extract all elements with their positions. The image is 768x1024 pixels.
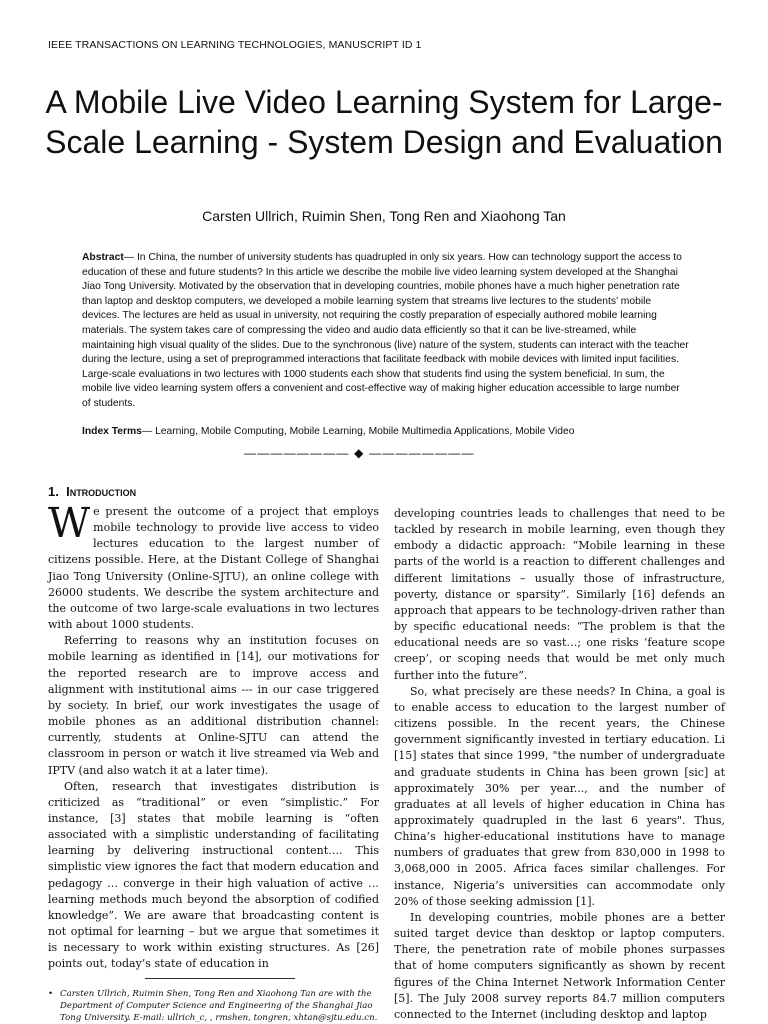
footnote-text: Carsten Ullrich, Ruimin Shen, Tong Ren and Xiaohong Tan are with the Department of Computer Science and Engineering of the Shanghai Jiao Tong University. E-mail: ullrich_c, , rmshen, tongren, xhtan@sjtu.edu.cn. (60, 989, 378, 1023)
author-list: Carsten Ullrich, Ruimin Shen, Tong Ren and Xiaohong Tan (202, 208, 566, 224)
section-title: Introduction (66, 484, 137, 499)
abstract-label: Abstract (82, 252, 124, 263)
drop-cap: W (48, 499, 91, 547)
abstract (82, 251, 690, 412)
section-heading (48, 484, 136, 499)
footnote-bullet: • (48, 989, 54, 999)
paragraph: Often, research that investigates distribution is criticized as “traditional” or even “simplistic.” For instance, [3] states that mobile learning is “often associated with a simplistic understanding of facilitating learning by delivering instructional content…. This simplistic view ignores the fact that modern education and pedagogy … converge in their high valuation of active … learning methods much beyond the absorption of codified knowledge”. We are aware that broadcasting content is not optimal for learning – but we argue that sometimes it is necessary to work within existing structures. As [26] points out, today’s state of education in (48, 779, 379, 971)
abstract-text: — In China, the number of university students has quadrupled in only six years. How can technology support the access to education of these and future students? In this article we describe the mobile live video learning system developed at the Shanghai Jiao Tong University. Motivated by the observation that in developing countries, mobile phones have a much higher penetration rate than laptop and desktop computers, we developed a mobile learning system that streams live lectures to the students’ mobile devices. The lectures are held as usual in university, not requiring the costly preparation of especially authored mobile learning materials. The system takes care of compressing the video and audio data efficiently so that it can be live-streamed, while maintaining high visual quality of the slides. Due to the synchronous (live) nature of the system, students can interact with the teacher during the lecture, using a set of preprogrammed interactions that facilitate feedback with mobile devices with limited input facilities. Large-scale evaluations in two lectures with 1000 students each show that students find using the system beneficial. In sum, the mobile live video learning system offers a convenient and cost-effective way of making higher education accessible to large number of students. (82, 252, 689, 409)
paragraph: So, what precisely are these needs? In China, a goal is to enable access to education to the largest number of citizens possible. In the recent years, the Chinese government significantly invested in tertiary education. Li [15] states that since 1999, "the number of undergraduate and graduate students in China has been grown [sic] at approximately 30% per year..., and the number of graduates at all levels of higher education in China has approximately quadrupled in the last 6 years". Thus, China’s higher-educational institutions have to manage numbers of graduates that grew from 830,000 in 1998 to 3,068,000 in 2005. Africa faces similar challenges. For instance, Nigeria’s universities can accommodate only 20% of those seeking admission [1]. (394, 684, 725, 908)
footnote-rule (145, 978, 295, 979)
running-header: IEEE TRANSACTIONS ON LEARNING TECHNOLOGIES, MANUSCRIPT ID 1 (48, 39, 422, 51)
index-terms-text: — Learning, Mobile Computing, Mobile Learning, Mobile Multimedia Applications, Mobile Video (141, 426, 575, 437)
paragraph: Referring to reasons why an institution focuses on mobile learning as identified in [14], our motivations for the reported research are to improve access and alignment with institutional aims --- in our case triggered by society. In brief, our work investigates the usage of mobile phones as an additional distribution channel: currently, students at Online-SJTU can attend the classroom in person or watch it live streamed via Web and IPTV (and also watch it at a later time). (48, 634, 379, 777)
section-separator: ———————— ◆ ———————— (244, 446, 475, 460)
paragraph: In developing countries, mobile phones are a better suited target device than desktop or laptop computers. There, the penetration rate of mobile phones surpasses that of home computers significantly as shown by recent figures of the China Internet Network Information Center [5]. The July 2008 survey reports 84.7 million computers connected to the Internet (including desktop and laptop (394, 910, 725, 1021)
index-terms (82, 425, 690, 439)
index-terms-label: Index Terms (82, 426, 142, 437)
paragraph-text: e present the outcome of a project that employs mobile technology to provide live access to video lectures education to the largest number of citizens possible. Here, at the Distant College of Shanghai Jiao Tong University (Online-SJTU), an online college with 26000 students. We describe the system architecture and the outcome of two large-scale evaluations in two lectures with about 1000 students. (48, 505, 379, 632)
section-number: 1. (48, 484, 59, 499)
author-footnote (48, 988, 388, 1024)
paragraph (48, 499, 379, 633)
paper-title: A Mobile Live Video Learning System for Large-Scale Learning - System Design and Evaluation (45, 84, 723, 160)
paragraph: developing countries leads to challenges that need to be tackled by research in mobile learning, even though they embody a didactic approach: “Mobile learning in these parts of the world is a reaction to different challenges and different limitations – usually those of infrastructure, poverty, distance or sparsity”. Similarly [16] defends an approach that appears to be technology-driven rather than by specific educational needs: “The problem is that the educational needs are so vast…; one risks ‘feature scope creep’, or scoping needs that would be met only much further into the future”. (394, 507, 725, 682)
left-column (48, 499, 379, 973)
right-column (394, 506, 725, 1023)
